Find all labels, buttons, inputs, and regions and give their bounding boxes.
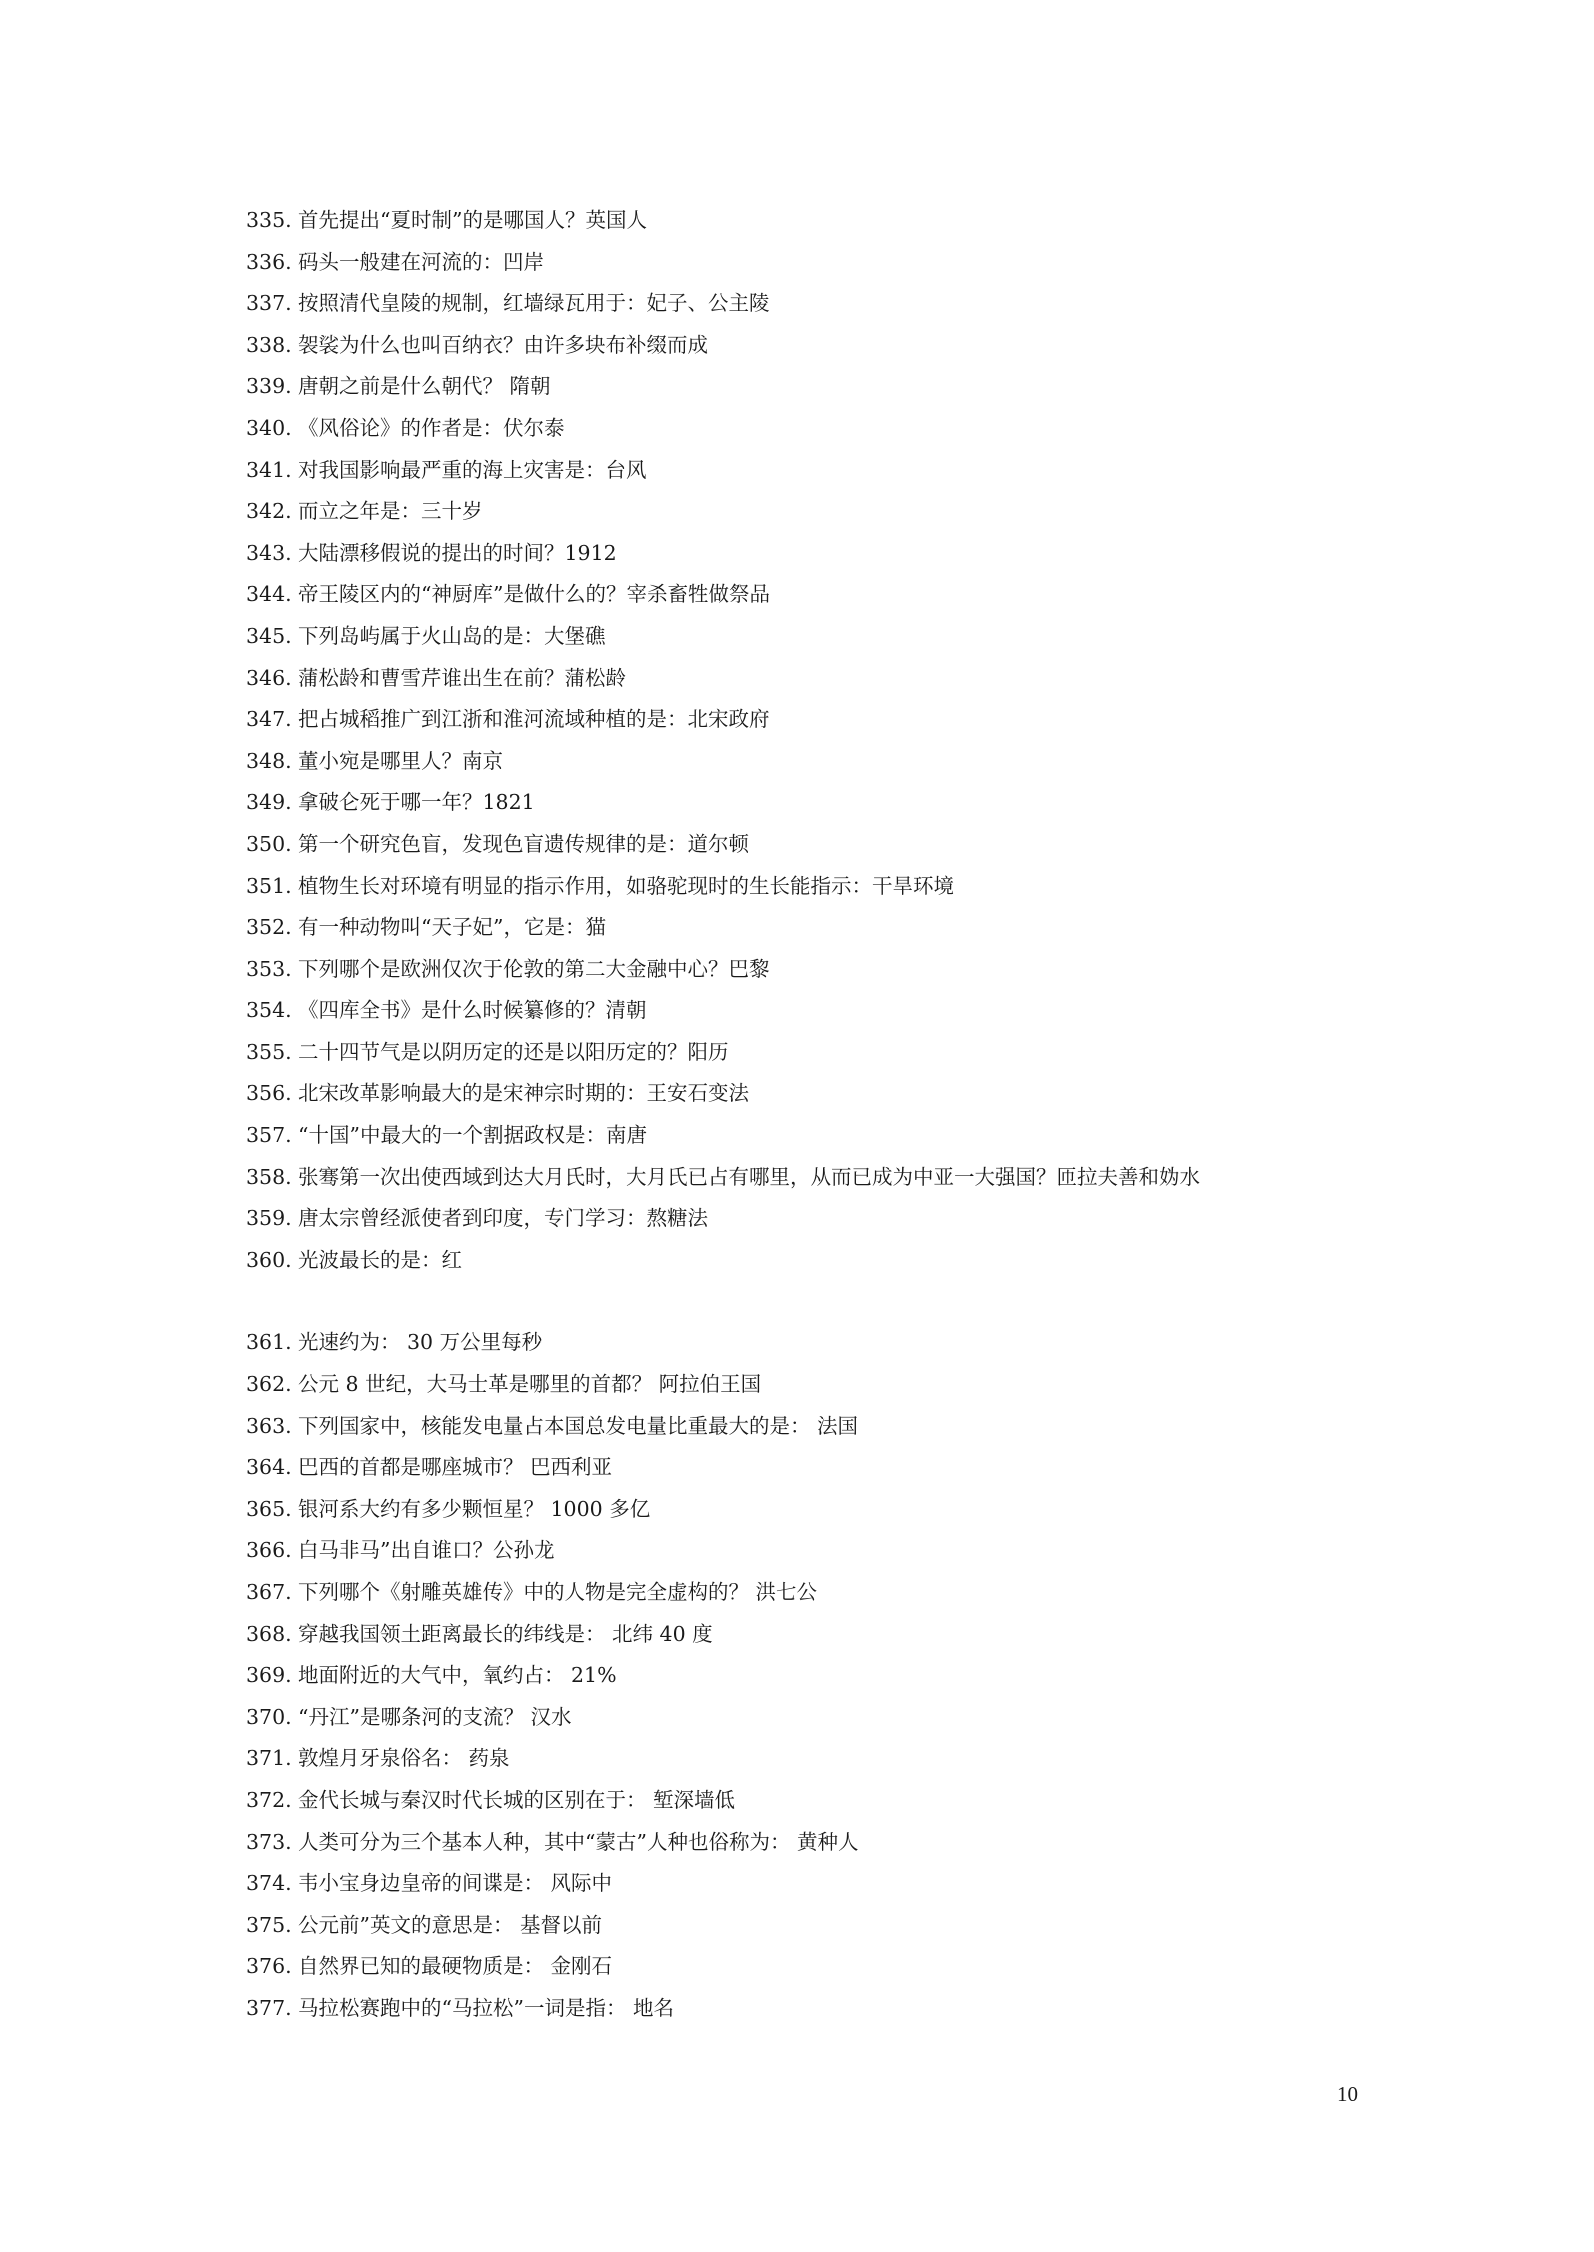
item-number: 356. [246,1081,292,1106]
item-number: 351. [246,873,292,898]
list-item [246,1863,1426,1905]
item-number: 336. [246,249,292,274]
item-text: 白马非马”出自谁口？公孙龙 [298,1538,555,1563]
list-item [246,1655,1426,1697]
item-number: 368. [246,1621,292,1646]
item-text: 唐朝之前是什么朝代？ 隋朝 [298,374,551,399]
item-number: 370. [246,1704,292,1729]
item-number: 361. [246,1330,292,1355]
item-text: 二十四节气是以阴历定的还是以阳历定的？阳历 [298,1039,729,1064]
list-item [246,1115,1426,1157]
question-answer-list [246,200,1426,2030]
item-number: 346. [246,665,292,690]
item-text: 金代长城与秦汉时代长城的区别在于： 堑深墙低 [298,1787,736,1812]
list-item [246,1322,1426,1364]
item-text: 码头一般建在河流的：凹岸 [298,249,544,274]
list-item [246,1988,1426,2030]
list-item [246,1157,1426,1199]
item-text: 下列哪个是欧洲仅次于伦敦的第二大金融中心？巴黎 [298,956,770,981]
list-item [246,533,1426,575]
item-number: 355. [246,1039,292,1064]
item-number: 348. [246,748,292,773]
list-item [246,1032,1426,1074]
item-number: 349. [246,790,292,815]
list-item [246,242,1426,284]
item-text: 下列国家中，核能发电量占本国总发电量比重最大的是： 法国 [298,1413,859,1438]
item-text: 植物生长对环境有明显的指示作用，如骆驼现时的生长能指示：干旱环境 [298,873,954,898]
item-number: 367. [246,1580,292,1604]
list-item [246,366,1426,408]
item-text: 帝王陵区内的“神厨库”是做什么的？宰杀畜牲做祭品 [298,582,770,607]
item-text: 把占城稻推广到江浙和淮河流域种植的是：北宋政府 [298,707,770,732]
list-item [246,1822,1426,1864]
item-text: 韦小宝身边皇帝的间谍是： 风际中 [298,1871,613,1896]
list-item [246,1946,1426,1988]
item-text: 人类可分为三个基本人种，其中“蒙古”人种也俗称为： 黄种人 [298,1829,859,1854]
list-item [246,1614,1426,1656]
list-item [246,782,1426,824]
list-item [246,990,1426,1032]
item-text: 公元 8 世纪，大马士革是哪里的首都？ 阿拉伯王国 [298,1372,762,1397]
item-number: 369. [246,1663,292,1688]
item-text: 《风俗论》的作者是：伏尔泰 [298,415,565,440]
list-item [246,1530,1426,1572]
item-number: 365. [246,1496,292,1521]
item-number: 340. [246,415,292,440]
item-number: 377. [246,1995,292,2020]
item-text: 光速约为： 30 万公里每秒 [298,1330,543,1355]
list-item [246,1489,1426,1531]
list-item [246,1240,1426,1282]
item-text: 第一个研究色盲，发现色盲遗传规律的是：道尔顿 [298,831,749,856]
item-number: 337. [246,291,292,316]
item-text: 蒲松龄和曹雪芹谁出生在前？蒲松龄 [298,665,626,690]
list-item [246,699,1426,741]
item-text: 拿破仑死于哪一年？1821 [298,790,535,815]
list-item [246,1697,1426,1739]
list-item [246,1780,1426,1822]
list-item [246,408,1426,450]
list-item [246,907,1426,949]
item-number: 362. [246,1372,292,1397]
list-item [246,1198,1426,1240]
item-number: 357. [246,1123,292,1148]
item-text: 光波最长的是：红 [298,1247,462,1272]
list-item [246,283,1426,325]
list-item [246,866,1426,908]
item-number: 358. [246,1164,292,1189]
item-number: 352. [246,915,292,940]
item-text: 袈裟为什么也叫百纳衣？由许多块布补缀而成 [298,332,708,357]
item-text: 公元前”英文的意思是： 基督以前 [298,1912,602,1937]
item-text: “丹江”是哪条河的支流？ 汉水 [298,1704,572,1729]
item-number: 360. [246,1247,292,1272]
item-text: 大陆漂移假说的提出的时间？1912 [298,540,617,565]
item-number: 372. [246,1787,292,1812]
list-item [246,949,1426,991]
item-text: 董小宛是哪里人？南京 [298,748,503,773]
item-number: 342. [246,499,292,524]
page-number: 10 [1337,2082,1358,2106]
item-number: 366. [246,1538,292,1563]
item-number: 363. [246,1413,292,1438]
item-number: 345. [246,623,292,648]
item-number: 375. [246,1912,292,1937]
list-item [246,200,1426,242]
item-number: 359. [246,1206,292,1231]
item-number: 335. [246,208,292,232]
list-item [246,574,1426,616]
item-text: 首先提出“夏时制”的是哪国人？英国人 [298,208,647,232]
list-item [246,450,1426,492]
item-text: 下列哪个《射雕英雄传》中的人物是完全虚构的？ 洪七公 [298,1580,818,1604]
item-text: 自然界已知的最硬物质是： 金刚石 [298,1954,613,1979]
list-item [246,491,1426,533]
item-number: 373. [246,1829,292,1854]
item-number: 344. [246,582,292,607]
item-text: 穿越我国领土距离最长的纬线是： 北纬 40 度 [298,1621,713,1646]
question-block-2 [246,1322,1426,2029]
item-text: 《四库全书》是什么时候纂修的？清朝 [298,998,647,1023]
item-number: 376. [246,1954,292,1979]
item-text: 银河系大约有多少颗恒星？ 1000 多亿 [298,1496,651,1521]
list-item [246,325,1426,367]
list-item [246,1447,1426,1489]
list-item [246,1364,1426,1406]
list-item [246,1073,1426,1115]
list-item [246,658,1426,700]
item-number: 339. [246,374,292,399]
list-item [246,1905,1426,1947]
list-item [246,1406,1426,1448]
item-text: 巴西的首都是哪座城市？ 巴西利亚 [298,1455,613,1480]
item-number: 371. [246,1746,292,1771]
item-text: 张骞第一次出使西域到达大月氏时，大月氏已占有哪里，从而已成为中亚一大强国？匝拉夫善和妫水 [298,1164,1200,1189]
item-number: 350. [246,831,292,856]
item-text: 唐太宗曾经派使者到印度，专门学习：熬糖法 [298,1206,708,1231]
item-number: 341. [246,457,292,482]
item-number: 343. [246,540,292,565]
list-item [246,616,1426,658]
item-text: 按照清代皇陵的规制，红墙绿瓦用于：妃子、公主陵 [298,291,770,316]
item-text: 有一种动物叫“天子妃”，它是：猫 [298,915,606,940]
item-number: 338. [246,332,292,357]
item-text: 而立之年是：三十岁 [298,499,483,524]
question-block-1 [246,200,1426,1281]
list-item [246,1738,1426,1780]
item-number: 364. [246,1455,292,1480]
item-number: 374. [246,1871,292,1896]
item-text: 北宋改革影响最大的是宋神宗时期的：王安石变法 [298,1081,749,1106]
item-text: 马拉松赛跑中的“马拉松”一词是指： 地名 [298,1995,674,2020]
list-item [246,741,1426,783]
item-text: 下列岛屿属于火山岛的是：大堡礁 [298,623,606,648]
item-text: 地面附近的大气中，氧约占： 21% [298,1663,617,1688]
list-item [246,824,1426,866]
list-item [246,1572,1426,1614]
item-number: 353. [246,956,292,981]
item-number: 354. [246,998,292,1023]
item-text: “十国”中最大的一个割据政权是：南唐 [298,1123,647,1148]
item-text: 敦煌月牙泉俗名： 药泉 [298,1746,510,1771]
item-text: 对我国影响最严重的海上灾害是：台风 [298,457,647,482]
item-number: 347. [246,707,292,732]
